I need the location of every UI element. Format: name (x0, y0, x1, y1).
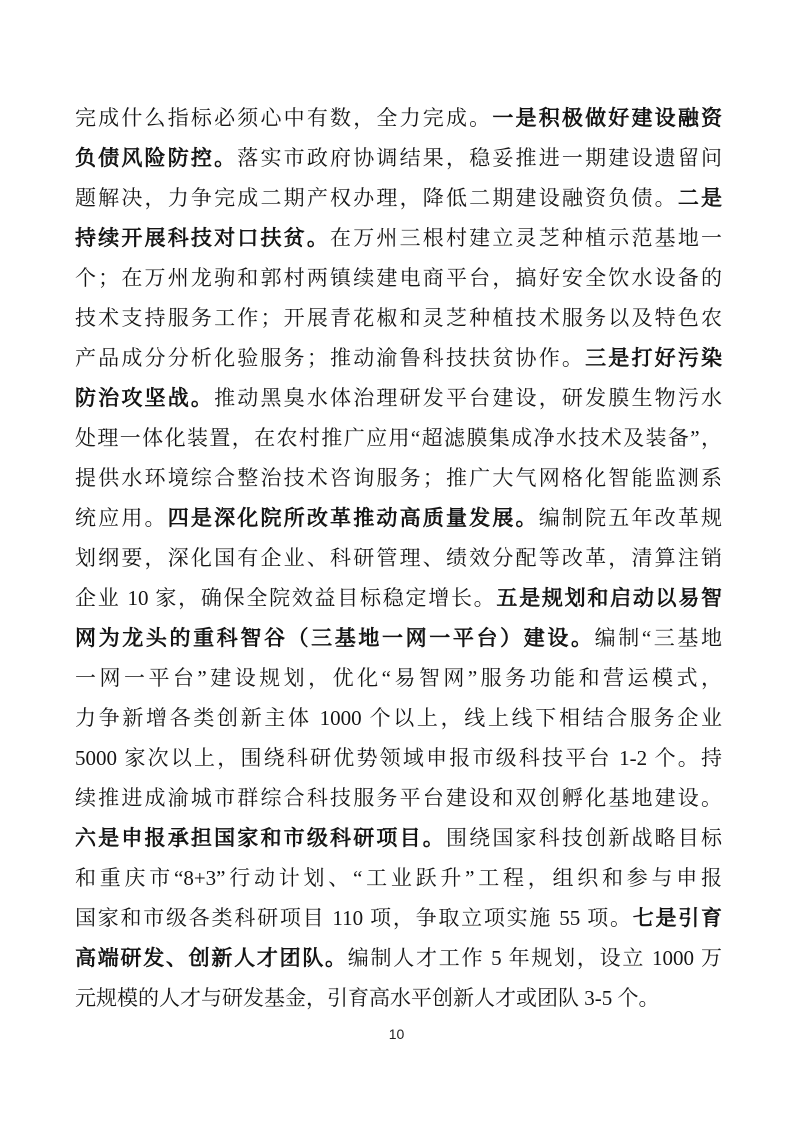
body-text: 产品成分分析化验服务；推动渝鲁科技扶贫协作。 (75, 346, 586, 370)
bold-emphasis-text: 三是打好污染 (585, 346, 722, 370)
text-line (75, 898, 722, 938)
body-text: 技术支持服务工作；开展青花椒和灵芝种植技术服务以及特色农 (75, 306, 722, 330)
body-text: 企业 10 家，确保全院效益目标稳定增长。 (75, 586, 497, 610)
body-text: 统应用。 (75, 506, 168, 530)
text-line (75, 338, 722, 378)
body-text-block (75, 98, 722, 1018)
text-line (75, 98, 722, 138)
body-text: 编制院五年改革规 (538, 506, 722, 530)
bold-emphasis-text: 四是深化院所改革推动高质量发展。 (167, 506, 539, 530)
body-text: 完成什么指标必须心中有数，全力完成。 (75, 106, 493, 130)
bold-emphasis-text: 持续开展科技对口扶贫。 (75, 226, 331, 250)
bold-emphasis-text: 二是 (677, 186, 722, 210)
text-line (75, 858, 722, 898)
body-text: 国家和市级各类科研项目 110 项，争取立项实施 55 项。 (75, 906, 633, 930)
text-line (75, 298, 722, 338)
text-line (75, 538, 722, 578)
body-text: 编制人才工作 5 年规划，设立 1000 万 (347, 946, 722, 970)
body-text: 和重庆市“8+3”行动计划、“工业跃升”工程，组织和参与申报 (75, 866, 722, 890)
text-line (75, 658, 722, 698)
body-text: 推动黑臭水体治理研发平台建设，研发膜生物污水 (214, 386, 722, 410)
bold-emphasis-text: 防治攻坚战。 (75, 386, 215, 410)
text-line (75, 938, 722, 978)
text-line (75, 378, 722, 418)
text-line (75, 258, 722, 298)
text-line (75, 498, 722, 538)
text-line (75, 458, 722, 498)
bold-emphasis-text: 五是规划和启动以易智 (496, 586, 722, 610)
body-text: 5000 家次以上，围绕科研优势领域申报市级科技平台 1-2 个。持 (75, 746, 722, 770)
bold-emphasis-text: 高端研发、创新人才团队。 (75, 946, 348, 970)
text-line (75, 218, 722, 258)
body-text: 围绕国家科技创新战略目标 (445, 826, 722, 850)
body-text: 落实市政府协调结果，稳妥推进一期建设遗留问 (237, 146, 722, 170)
text-line (75, 698, 722, 738)
text-line (75, 138, 722, 178)
bold-emphasis-text: 网为龙头的重科智谷（三基地一网一平台）建设。 (75, 626, 595, 650)
bold-emphasis-text: 负债风险防控。 (75, 146, 238, 170)
bold-emphasis-text: 一是积极做好建设融资 (492, 106, 722, 130)
body-text: 题解决，力争完成二期产权办理，降低二期建设融资负债。 (75, 186, 678, 210)
body-text: 个；在万州龙驹和郭村两镇续建电商平台，搞好安全饮水设备的 (75, 266, 722, 290)
body-text: 续推进成渝城市群综合科技服务平台建设和双创孵化基地建设。 (75, 786, 722, 810)
body-text: 提供水环境综合整治技术咨询服务；推广大气网格化智能监测系 (75, 466, 722, 490)
text-line (75, 778, 722, 818)
body-text: 处理一体化装置，在农村推广应用“超滤膜集成净水技术及装备”， (75, 426, 722, 450)
body-text: 元规模的人才与研发基金，引育高水平创新人才或团队 3-5 个。 (75, 986, 660, 1010)
text-line (75, 818, 722, 858)
body-text: 在万州三根村建立灵芝种植示范基地一 (330, 226, 722, 250)
bold-emphasis-text: 七是引育 (632, 906, 722, 930)
body-text: 划纲要，深化国有企业、科研管理、绩效分配等改革，清算注销 (75, 546, 722, 570)
text-line (75, 578, 722, 618)
text-line (75, 978, 722, 1018)
body-text: 编制“三基地 (594, 626, 722, 650)
text-line (75, 178, 722, 218)
text-line (75, 738, 722, 778)
text-line (75, 418, 722, 458)
text-line (75, 618, 722, 658)
page-number: 10 (388, 1026, 405, 1042)
body-text: 力争新增各类创新主体 1000 个以上，线上线下相结合服务企业 (75, 706, 722, 730)
bold-emphasis-text: 六是申报承担国家和市级科研项目。 (75, 826, 446, 850)
body-text: 一网一平台”建设规划，优化“易智网”服务功能和营运模式， (75, 666, 722, 690)
